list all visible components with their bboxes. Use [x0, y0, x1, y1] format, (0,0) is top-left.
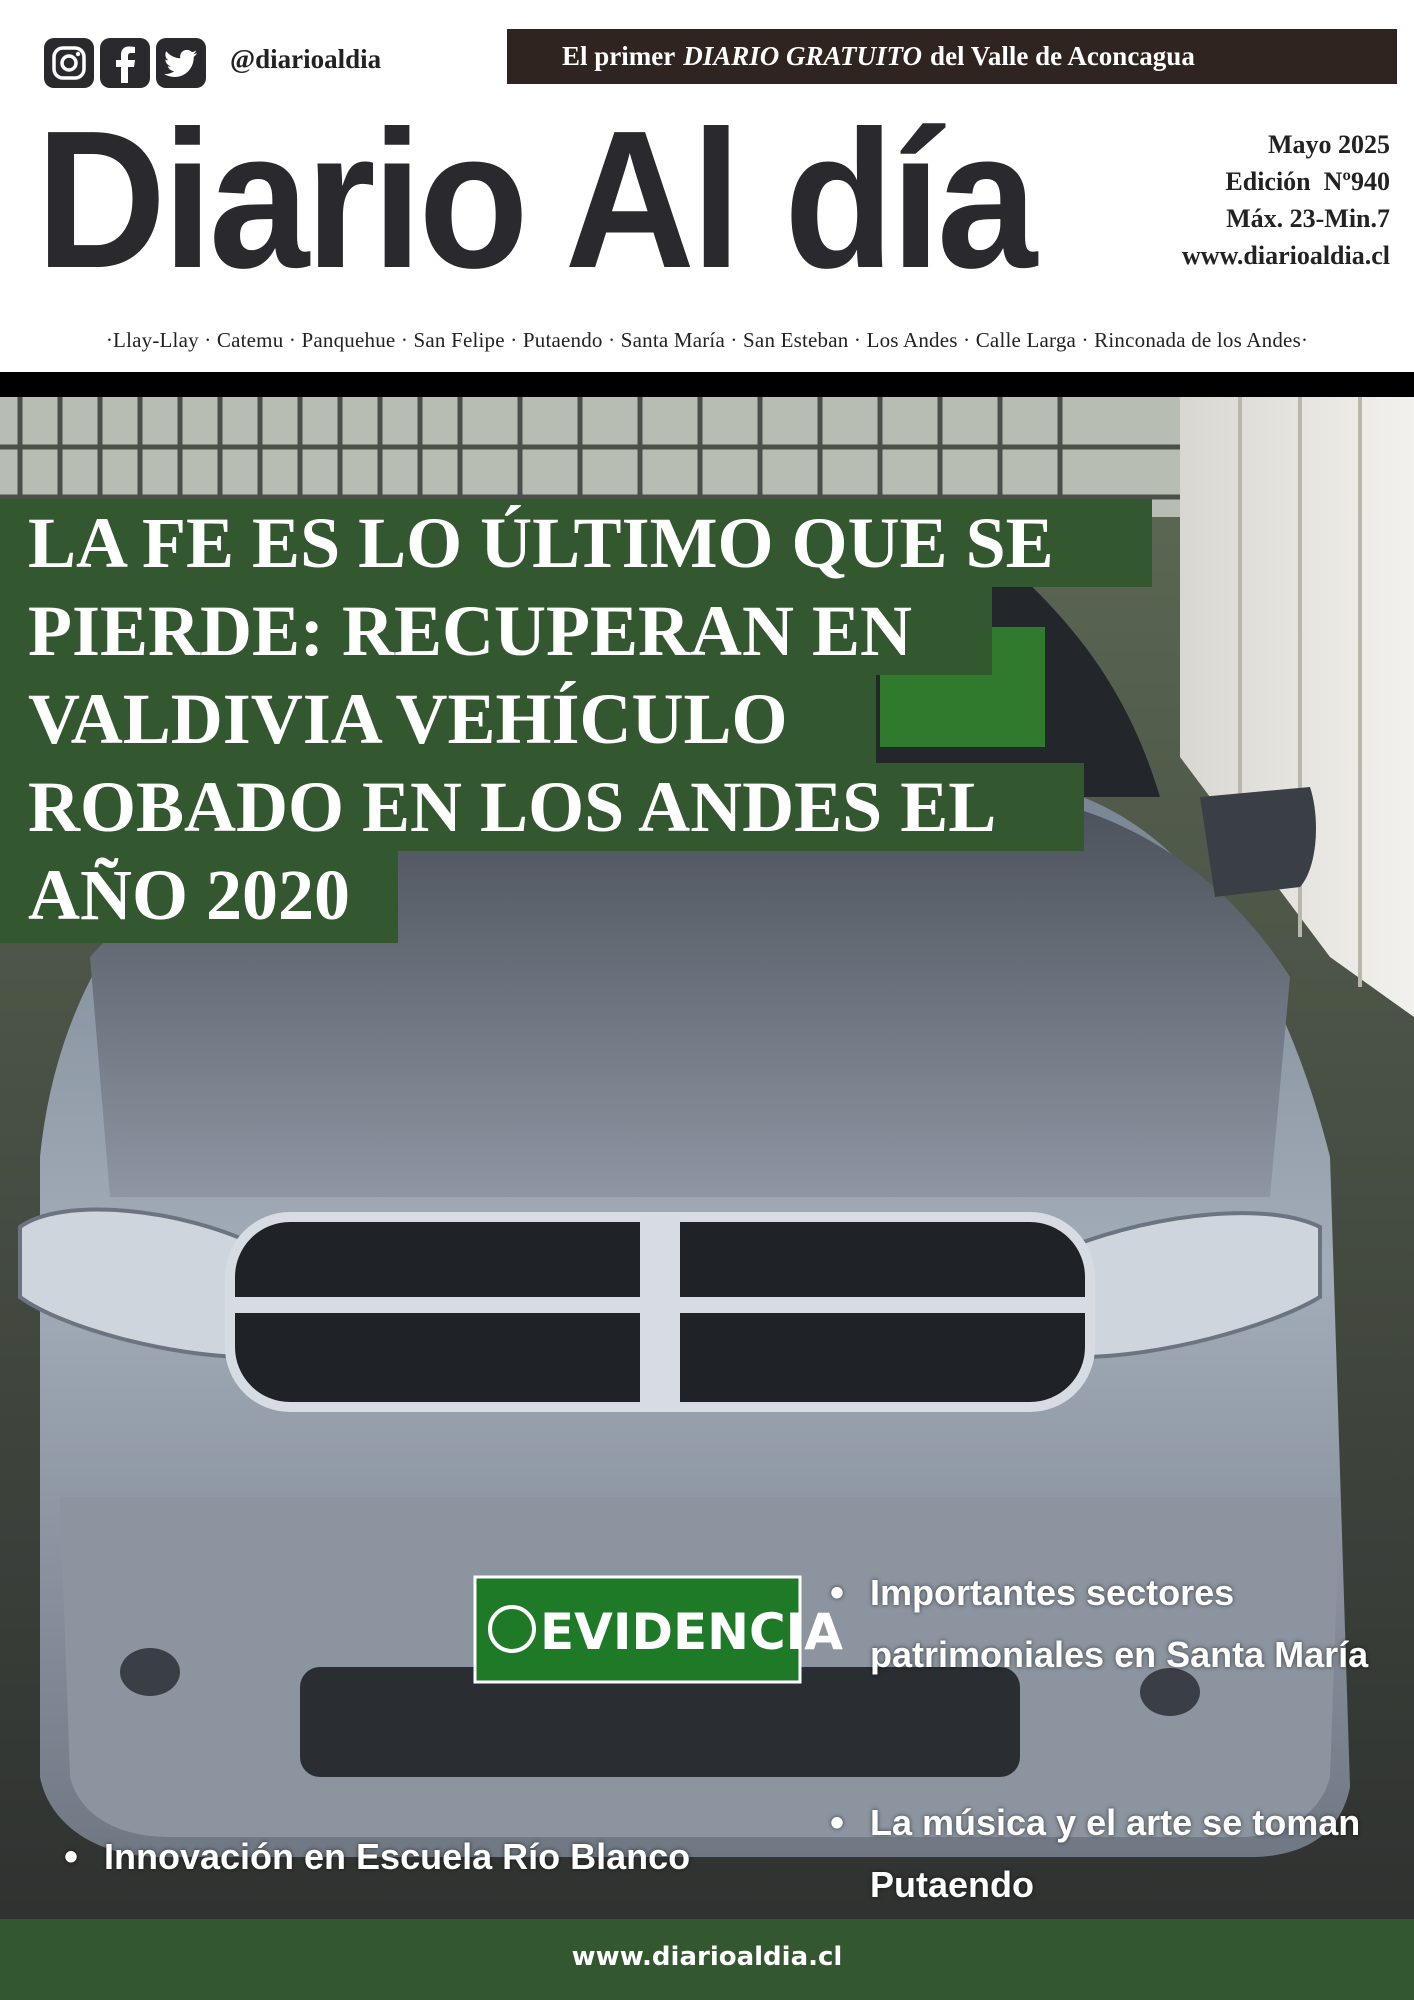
- bullet-dot: •: [830, 1801, 845, 1845]
- social-icons: [44, 38, 206, 88]
- tagline-banner: [507, 29, 1397, 84]
- bullet-item-rio-blanco[interactable]: [64, 1826, 691, 1888]
- headline-line-2: PIERDE: RECUPERAN EN: [0, 587, 992, 675]
- headline-line-5: AÑO 2020: [0, 851, 398, 943]
- bullet-text-line: Putaendo: [870, 1864, 1035, 1905]
- cover-photo: [0, 397, 1414, 1919]
- footer-website[interactable]: www.diarioaldia.cl: [0, 1919, 1414, 2000]
- plate-text: EVIDENCIA: [540, 1603, 843, 1661]
- towns-list: ·Llay-Llay · Catemu · Panquehue · San Felipe · Putaendo · Santa María · San Esteban · Los Andes · Calle Larga · Rinconada de los Andes·: [105, 328, 1309, 352]
- tagline-pre: El primer: [562, 41, 676, 71]
- bullet-dot: •: [64, 1835, 79, 1879]
- facebook-icon[interactable]: [100, 38, 150, 88]
- bullet-dot: •: [830, 1571, 845, 1615]
- weather-info: Máx. 23-Min.7: [1226, 204, 1390, 233]
- bullet-item-santa-maria[interactable]: [830, 1562, 1369, 1686]
- twitter-icon[interactable]: [156, 38, 206, 88]
- headline-line-4: ROBADO EN LOS ANDES EL: [0, 763, 1084, 851]
- social-handle[interactable]: @diarioaldia: [230, 44, 382, 74]
- headline-line-1: LA FE ES LO ÚLTIMO QUE SE: [0, 499, 1152, 587]
- bullet-item-putaendo[interactable]: [830, 1792, 1361, 1916]
- masthead-title: Diario Al día: [36, 90, 1034, 309]
- edition-number: Edición Nº940: [1225, 167, 1390, 196]
- tagline-post: del Valle de Aconcagua: [930, 41, 1195, 71]
- issue-date: Mayo 2025: [1267, 130, 1390, 159]
- edition-info: [1182, 126, 1390, 274]
- headline-line-3: VALDIVIA VEHÍCULO: [0, 675, 876, 763]
- tagline-emphasis: DIARIO GRATUITO: [683, 41, 923, 71]
- bullet-text-line: La música y el arte se toman: [870, 1802, 1361, 1843]
- instagram-icon[interactable]: [44, 38, 94, 88]
- website-link[interactable]: www.diarioaldia.cl: [1181, 241, 1390, 270]
- bullet-text-line: Importantes sectores: [870, 1572, 1235, 1613]
- bullet-text-line: patrimoniales en Santa María: [870, 1634, 1369, 1675]
- divider-bar: [0, 372, 1414, 397]
- bullet-text-line: Innovación en Escuela Río Blanco: [104, 1836, 691, 1877]
